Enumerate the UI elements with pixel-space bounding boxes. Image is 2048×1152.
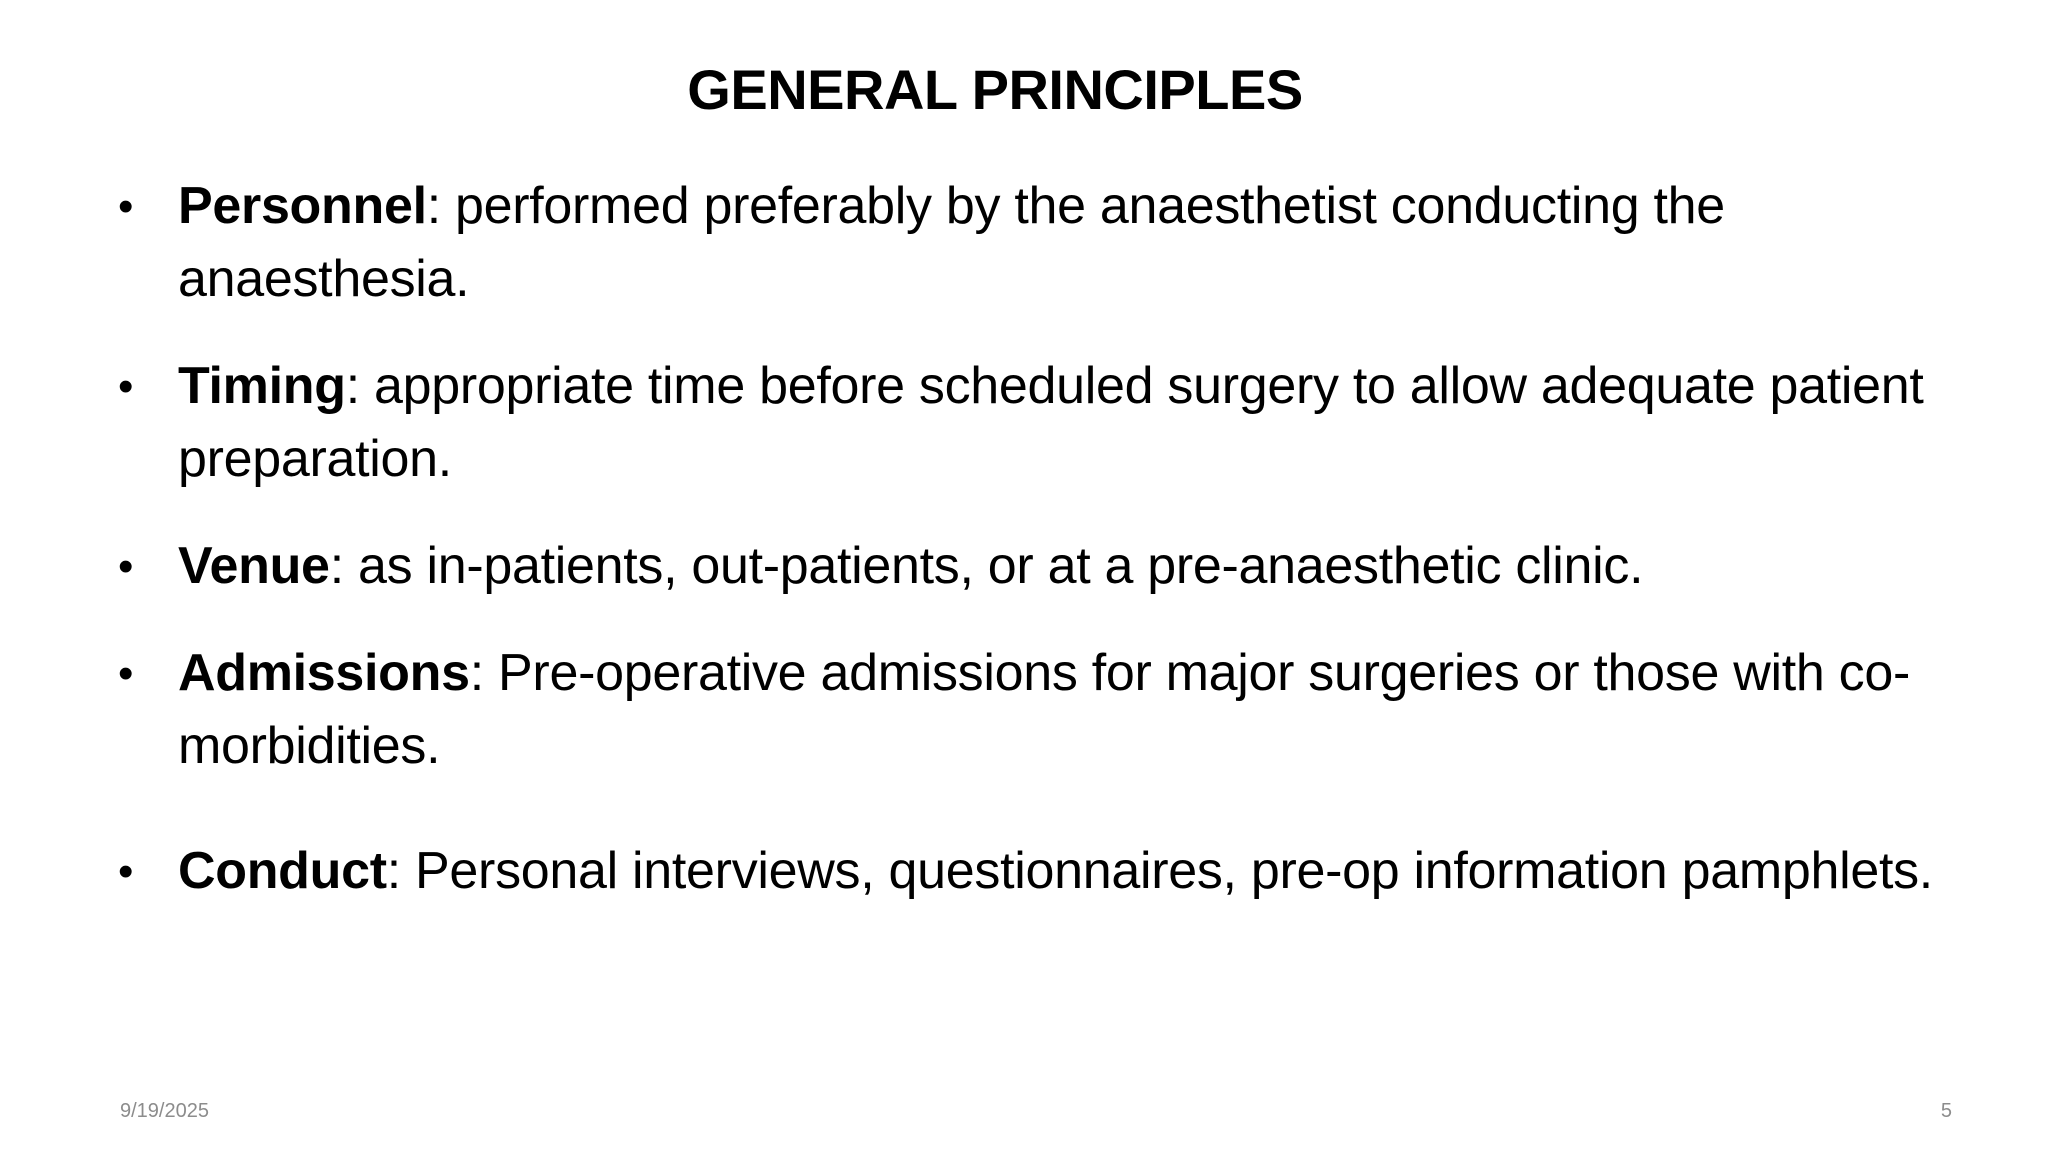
bullet-text: performed preferably by the anaesthetist conducting the anaesthesia. [178, 177, 1725, 308]
bullet-dot-icon: • [118, 542, 134, 591]
footer-date: 9/19/2025 [120, 1100, 209, 1122]
bullet-list [118, 170, 1948, 908]
footer-page-number: 5 [1940, 1100, 1952, 1122]
bullet-separator: : [426, 177, 441, 235]
bullet-term: Personnel [178, 177, 427, 235]
bullet-item-venue [118, 530, 1948, 603]
slide-title: GENERAL PRINCIPLES [687, 58, 1303, 121]
bullet-separator: : [386, 842, 401, 900]
bullet-item-personnel [118, 170, 1948, 316]
bullet-item-conduct [118, 835, 1948, 908]
bullet-item-admissions [118, 637, 1948, 783]
bullet-term: Timing [178, 357, 346, 415]
bullet-dot-icon: • [118, 649, 134, 698]
bullet-term: Admissions [178, 644, 470, 702]
bullet-separator: : [469, 644, 484, 702]
bullet-separator: : [345, 357, 360, 415]
bullet-separator: : [329, 537, 344, 595]
bullet-text: appropriate time before scheduled surgery to allow adequate patient preparation. [178, 357, 1924, 488]
bullet-term: Venue [178, 537, 330, 595]
bullet-dot-icon: • [118, 847, 134, 896]
bullet-term: Conduct [178, 842, 387, 900]
bullet-dot-icon: • [118, 182, 134, 231]
bullet-item-timing [118, 350, 1948, 496]
bullet-text: Personal interviews, questionnaires, pre-op information pamphlets. [400, 842, 1933, 900]
bullet-text: as in-patients, out-patients, or at a pre-anaesthetic clinic. [343, 537, 1644, 595]
bullet-text: Pre-operative admissions for major surgeries or those with co-morbidities. [178, 644, 1911, 775]
bullet-dot-icon: • [118, 362, 134, 411]
